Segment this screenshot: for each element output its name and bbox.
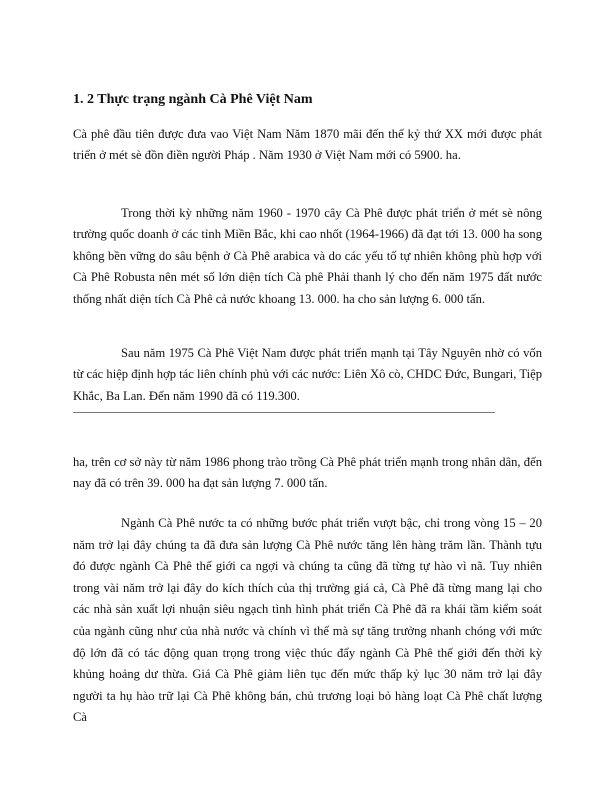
section-heading: 1. 2 Thực trạng ngành Cà Phê Việt Nam	[73, 92, 313, 107]
paragraph-history-intro: Cà phê đầu tiên được đưa vao Việt Nam Năm 1870 mãi đến thế kỷ thứ XX mới được phát triển ở mét sè đồn điền người Pháp . Năm 1930 ở Việt Nam mới có 5900. ha.	[73, 127, 542, 163]
paragraph-continuation: ha, trên cơ sở này từ năm 1986 phong trào trồng Cà Phê phát triển mạnh trong nhân dân, đến nay đã có trên 39. 000 ha đạt sản lượng 7. 000 tấn.	[73, 455, 542, 491]
paragraph-1960-1970: Trong thời kỳ những năm 1960 - 1970 cây Cà Phê được phát triển ở mét sè nông trường quốc doanh ở các tỉnh Miền Bắc, khi cao nhốt (1964-1966) đã đạt tới 13. 000 ha song không bền vững do sâu bệnh ở Cà Phê arabica và do các yếu tố tự nhiên không phù hợp với Cà Phê Robusta nên mét số lớn diện tích Cà phê Phải thanh lý cho đến năm 1975 đất nước thống nhất diện tích Cà Phê cả nước khoang 13. 000. ha cho sản lượng 6. 000 tấn.	[73, 206, 542, 306]
page-divider	[73, 412, 495, 413]
paragraph-industry-development: Ngành Cà Phê nước ta có những bước phát triển vượt bậc, chỉ trong vòng 15 – 20 năm trở lại đây chúng ta đã đưa sản lượng Cà Phê nước tăng lên hàng trăm lần. Thành tựu đó được ngành Cà Phê thế giới ca ngợi và chúng ta cũng đã từng tự hào vì nã. Tuy nhiên trong vài năm trở lại đây do kích thích của thị trường giá cả, Cà Phê đã từng mang lại cho các nhà sản xuất lợi nhuận siêu ngạch tình hình phát triển Cà Phê đã ra khái tầm kiểm soát của ngành cũng như của nhà nước và chính vì thế mà sự tăng trưởng nhanh chóng với mức độ lớn đã có tác động quan trọng trong việc thúc đẩy ngành Cà Phê thế giới đến thời kỳ khủng hoảng dư thừa. Giá Cà Phê giảm liên tục đến mức thấp kỷ lục 30 năm trở lại đây người ta hụ hào trữ lại Cà Phê không bán, chủ trương loại bỏ hàng loạt Cà Phê chất lượng Cà	[73, 516, 542, 725]
paragraph-after-1975: Sau năm 1975 Cà Phê Việt Nam được phát triển mạnh tại Tây Nguyên nhờ có vốn từ các hiệp định hợp tác liên chính phủ với các nước: Liên Xô cò, CHDC Đức, Bungari, Tiệp Khắc, Ba Lan. Đến năm 1990 đã có 119.300.	[73, 346, 542, 403]
